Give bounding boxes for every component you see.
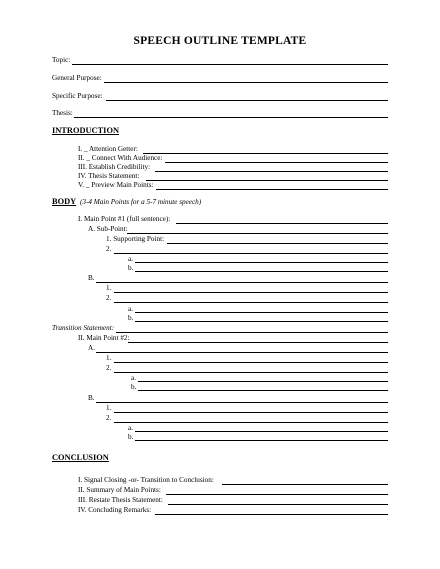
intro-item-credibility: III. Establish Credibility: (78, 163, 151, 171)
b-point-2-line[interactable] (114, 302, 388, 303)
mp2-a-point-1-line[interactable] (114, 362, 388, 363)
intro-line-attention[interactable] (143, 153, 388, 154)
body-heading: BODY (52, 197, 77, 206)
mp2-b-sub-a-label: a. (128, 424, 133, 432)
conclusion-item-summary: II. Summary of Main Points: (78, 486, 161, 494)
general-purpose-line[interactable] (104, 82, 388, 83)
sub-b-label: b. (128, 264, 134, 272)
general-purpose-label: General Purpose: (52, 74, 102, 82)
point-2-label: 2. (106, 245, 112, 253)
intro-line-connect[interactable] (165, 162, 388, 163)
intro-item-thesis: IV. Thesis Statement: (78, 172, 140, 180)
mp2-a-sub-a-line[interactable] (138, 381, 388, 382)
b-sub-b-label: b. (128, 314, 134, 322)
conclusion-item-signal: I. Signal Closing -or- Transition to Conclusion: (78, 476, 214, 484)
thesis-line[interactable] (74, 117, 388, 118)
mp2-a-sub-b-label: b. (131, 383, 137, 391)
intro-line-credibility[interactable] (155, 171, 388, 172)
main-point-1-label: I. Main Point #1 (full sentence): (78, 215, 171, 223)
supporting-point-line[interactable] (167, 243, 388, 244)
mp2-b-point-1-label: 1. (106, 404, 112, 412)
mp2-b-sub-b-line[interactable] (135, 440, 388, 441)
topic-label: Topic: (52, 56, 71, 64)
mp2-a-sub-a-label: a. (131, 374, 136, 382)
conclusion-line-remarks[interactable] (155, 514, 388, 515)
subpoint-a-label: A. Sub-Point: (88, 225, 128, 233)
document-title: SPEECH OUTLINE TEMPLATE (133, 35, 307, 47)
point-2-line[interactable] (114, 253, 388, 254)
intro-item-preview: V. _ Preview Main Points: (78, 181, 154, 189)
specific-purpose-label: Specific Purpose: (52, 92, 103, 100)
sub-b-line[interactable] (135, 271, 388, 272)
subpoint-a-line[interactable] (127, 233, 388, 234)
mp2-a-sub-b-line[interactable] (138, 390, 388, 391)
mp2-b-point-1-line[interactable] (114, 412, 388, 413)
sub-a-line[interactable] (135, 262, 388, 263)
mp2-a-point-2-line[interactable] (114, 372, 388, 373)
main-point-2-line[interactable] (128, 342, 388, 343)
subpoint-b-line[interactable] (96, 282, 388, 283)
transition-line[interactable] (116, 332, 388, 333)
b-point-1-label: 1. (106, 284, 112, 292)
conclusion-item-restate: III. Restate Thesis Statement: (78, 496, 163, 504)
conclusion-item-remarks: IV. Concluding Remarks: (78, 506, 152, 514)
intro-line-thesis[interactable] (146, 180, 388, 181)
body-note: (3-4 Main Points for a 5-7 minute speech) (80, 198, 202, 206)
thesis-label: Thesis: (52, 109, 73, 117)
subpoint-b-label: B. (88, 274, 95, 282)
mp2-b-sub-a-line[interactable] (135, 431, 388, 432)
supporting-point-label: 1. Supporting Point: (106, 235, 165, 243)
mp2-a-label: A. (88, 344, 95, 352)
mp2-b-label: B. (88, 394, 95, 402)
main-point-1-line[interactable] (176, 223, 388, 224)
b-sub-b-line[interactable] (135, 321, 388, 322)
b-sub-a-label: a. (128, 305, 133, 313)
sub-a-label: a. (128, 255, 133, 263)
mp2-b-sub-b-label: b. (128, 433, 134, 441)
introduction-heading: INTRODUCTION (52, 126, 120, 135)
conclusion-line-restate[interactable] (168, 504, 388, 505)
mp2-b-point-2-label: 2. (106, 414, 112, 422)
b-sub-a-line[interactable] (135, 312, 388, 313)
main-point-2-label: II. Main Point #2: (78, 334, 130, 342)
conclusion-line-signal[interactable] (222, 484, 388, 485)
specific-purpose-line[interactable] (106, 100, 388, 101)
transition-label: Transition Statement: (52, 324, 115, 332)
mp2-a-line[interactable] (96, 352, 388, 353)
intro-item-attention: I. _ Attention Getter: (78, 145, 138, 153)
mp2-a-point-1-label: 1. (106, 354, 112, 362)
intro-item-connect: II. _ Connect With Audience: (78, 154, 163, 162)
b-point-2-label: 2. (106, 294, 112, 302)
conclusion-heading: CONCLUSION (52, 453, 109, 462)
topic-line[interactable] (72, 64, 388, 65)
mp2-b-point-2-line[interactable] (114, 422, 388, 423)
b-point-1-line[interactable] (114, 292, 388, 293)
mp2-b-line[interactable] (96, 402, 388, 403)
mp2-a-point-2-label: 2. (106, 364, 112, 372)
intro-line-preview[interactable] (156, 189, 388, 190)
conclusion-line-summary[interactable] (166, 494, 388, 495)
